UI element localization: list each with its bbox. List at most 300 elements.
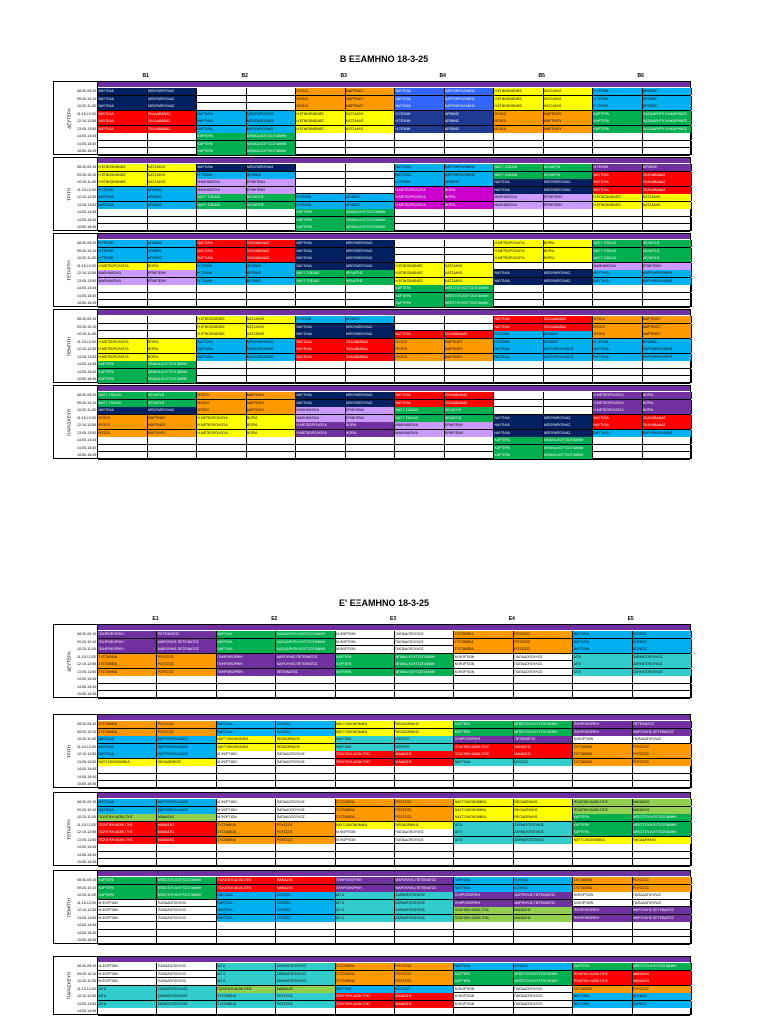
table-row (98, 930, 690, 938)
cell-teacher (633, 684, 692, 691)
cell-subject (494, 392, 544, 399)
cell-teacher: ΣΚΑΛΑΒΑΝΑΣ (544, 316, 594, 323)
cell-subject (197, 437, 247, 444)
cell-teacher: ΜΠΑΚΑ-ΚΟΥΤΣΟΓΙΑΝΝΗ (395, 654, 454, 661)
cell-subject: ΣΥΣΤΑΘΕΙΑ (336, 971, 395, 978)
cell-subject (217, 930, 276, 937)
cell-teacher (445, 141, 495, 148)
cell-subject (336, 684, 395, 691)
time-slot: 14:55-15:40 (77, 774, 97, 779)
cell-subject (573, 766, 632, 773)
table-row (98, 437, 690, 445)
cell-teacher: ΑΡΩΝΗΣ (445, 179, 495, 186)
column-header: Β3 (340, 73, 347, 79)
table-row (98, 96, 690, 104)
cell-subject (336, 1008, 395, 1015)
cell-teacher (346, 164, 396, 171)
time-slot: 15:50-16:35 (77, 225, 97, 229)
cell-teacher: ΒΟΡΙΑ (148, 346, 198, 353)
table-row (98, 676, 690, 684)
cell-subject: ΣΥΣΤΑΘΕΙΑ (98, 661, 157, 668)
cell-subject (593, 133, 643, 140)
cell-teacher: ΚΑΤΣΑΚΗΣ (247, 324, 297, 331)
cell-subject: ΝΑΥΤΙΛΙΑ (593, 172, 643, 179)
cell-teacher: ΚΑΡΥΟΦΥΛΛΑΚΗΣ (445, 164, 495, 171)
table-row (98, 133, 690, 141)
cell-subject: Μ.ΦΟΡΤΙΩΝ (336, 631, 395, 638)
cell-subject: Η.ΕΠΙΚΟΙΝΩΝΙΕΣ (593, 202, 643, 209)
cell-subject: ΔΠ ΙΙ (573, 669, 632, 676)
cell-teacher: ΜΑΝΑΣΗΣ (633, 978, 692, 985)
cell-subject (336, 922, 395, 929)
cell-teacher: ΜΑΡΤΙΝΟΥ (544, 126, 594, 133)
column-header: Β6 (637, 73, 644, 79)
cell-teacher (346, 361, 396, 368)
cell-teacher: ΠΑΠΑΔΟΠΟΥΛΟΣ (157, 900, 216, 907)
cell-subject (454, 684, 513, 691)
cell-teacher (514, 691, 573, 698)
cell-subject: ΝΑΥΤΙΛΙΑ (98, 736, 157, 743)
cell-subject (573, 1008, 632, 1015)
cell-teacher: ΜΠΑΚΑ-ΚΟΥΤΣΟΓΙΑΝΝΗ (148, 376, 198, 383)
cell-subject: ΠΛΗΡΟΦΟΡΙΚΗ (98, 631, 157, 638)
cell-subject: ΣΥΣΤΑΘΕΙΑ (217, 993, 276, 1000)
table-row (98, 937, 690, 945)
cell-teacher (276, 781, 335, 788)
cell-subject (494, 263, 544, 270)
cell-teacher: ΖΑΡΑΝΤΟΠΟΥΛΟΣ (395, 907, 454, 914)
cell-teacher: ΚΑΣΙΔΑΡΗΤΗ ΚΟΥΤΣΟΓΙΑΝΝΗ (276, 631, 335, 638)
cell-subject: Η.ΜΕΤΕΩΡΟΛΟΓΙΑ (197, 422, 247, 429)
cell-teacher (544, 407, 594, 414)
cell-teacher: ΜΑΡΤΙΝΟΥ (544, 111, 594, 118)
cell-teacher (148, 148, 198, 155)
cell-subject: ΝΑΥΤΙΛΙΑ (336, 736, 395, 743)
cell-teacher (643, 369, 693, 376)
cell-teacher: ΚΟΥΚΟΣ (276, 907, 335, 914)
day-block (53, 714, 691, 788)
day-name: ΠΕΜΠΤΗ (66, 336, 72, 356)
time-slot: 09:20-10:10 (77, 400, 97, 405)
cell-subject: ΝΑΥΤΙΛΙΑ (197, 240, 247, 247)
cell-teacher (643, 224, 693, 231)
cell-subject: ΝΑΥΤΙΛΙΑ (197, 118, 247, 125)
cell-subject: ΠΟΛΙΤΙΚΗ ΔΙΟΙΚ.ΙΤΗΣ (98, 814, 157, 821)
cell-teacher: ΜΠΟΥΜΠΟΥΛΑΣ (247, 339, 297, 346)
cell-teacher: ΖΑΡΑΝΤΟΠΟΥΛΟΣ (633, 654, 692, 661)
cell-subject (573, 684, 632, 691)
cell-subject: ΔΠ ΙΙ (336, 900, 395, 907)
table-row (98, 331, 690, 339)
cell-subject (395, 133, 445, 140)
table-row (98, 885, 690, 893)
time-slot: 09:20-10:10 (77, 96, 97, 101)
cell-subject (98, 293, 148, 300)
cell-subject: ΠΟΛΙΤΙΚΗ ΔΙΟΙΚ.ΙΤΗΣ (454, 744, 513, 751)
cell-teacher: ΡΟΥΣΣΟΣ (395, 814, 454, 821)
time-slot: 14:00-14:45 (77, 210, 97, 214)
cell-subject: Η.ΤΕΧΝΗ (98, 240, 148, 247)
cell-subject: ΝΑΥΤΙΛΙΑ (197, 111, 247, 118)
cell-teacher: ΚΑΡΥΟΦΥΛΛΑΚΗΣ (643, 278, 693, 285)
cell-teacher: ΡΟΥΣΣΟΣ (276, 822, 335, 829)
cell-subject (217, 684, 276, 691)
cell-subject: ΚΑΡΤΕΡΑ (336, 661, 395, 668)
cell-subject: Η.ΕΠΙΚΟΙΝΩΝΙΕΣ (494, 88, 544, 95)
cell-teacher: ΚΑΤΣΑΚΗΣ (247, 316, 297, 323)
day-color-bar (98, 715, 690, 720)
time-slot: 14:55-15:40 (77, 684, 97, 689)
cell-teacher: ΡΟΥΣΣΟΣ (633, 759, 692, 766)
cell-subject: ΜΑΘΗΜΑΤΙΚΑ (395, 422, 445, 429)
cell-subject: ΔΠ ΙΙ (98, 993, 157, 1000)
table-row (98, 1008, 690, 1016)
cell-teacher: ΠΑΠΑΔΟΠΟΥΛΟΣ (157, 971, 216, 978)
cell-teacher: ΚΑΤΣΑΚΗΣ (643, 202, 693, 209)
cell-teacher (148, 445, 198, 452)
cell-subject: ΝΑΥΤΙΛΙΑ (197, 126, 247, 133)
cell-subject: ΝΑΥΤ.ΟΙΚΟΝΟΜΙΚΑ (98, 759, 157, 766)
cell-subject: ΝΑΥΤΙΛΙΑ (296, 324, 346, 331)
cell-teacher: ΠΕΤΕΙΝΑΤΟΣ (514, 736, 573, 743)
cell-subject: Η.ΕΠΙΚΟΙΝΩΝΙΕΣ (197, 331, 247, 338)
cell-teacher: ΜΑΡΤΙΝΟΥ (643, 331, 693, 338)
cell-teacher: ΕΡΜΙΠΕΝΗ (544, 202, 594, 209)
cell-teacher: ΚΑΡΥΟΦΥΛΛΑΚΗΣ (157, 736, 216, 743)
cell-subject: ΠΟΛΙΤΙΚΗ ΔΙΟΙΚ.ΙΤΗΣ (454, 915, 513, 922)
title-b-semester: Β ΕΞΑΜΗΝΟ 18-3-25 (339, 54, 429, 64)
cell-subject (573, 844, 632, 851)
time-slot: 08:30-09:15 (77, 393, 97, 397)
time-slot: 10:20-11:05 (77, 256, 96, 260)
cell-subject: ΣΥΣΤΑΘΕΙΑ (573, 885, 632, 892)
cell-subject: ΔΠ ΙΙ (336, 915, 395, 922)
cell-teacher: ΣΚΑΛΑΒΑΝΑΣ (643, 187, 693, 194)
cell-teacher (148, 293, 198, 300)
cell-subject (593, 369, 643, 376)
cell-teacher: ΚΕΛΑΙΤΗΣ (148, 392, 198, 399)
table-row (98, 639, 690, 647)
cell-subject: ΚΑΡΤΕΡΑ (573, 963, 632, 970)
cell-subject: ΝΑΥΤΙΛΙΑ (296, 392, 346, 399)
cell-subject (197, 209, 247, 216)
cell-teacher: ΜΑΡΤΙΝΟΥ (643, 316, 693, 323)
cell-subject: ΝΑΥΤΙΛΙΑ (494, 187, 544, 194)
cell-subject: ΚΑΡΤΕΡΑ (454, 721, 513, 728)
cell-subject (197, 361, 247, 368)
cell-teacher: ΠΑΠΑΔΟΠΟΥΛΟΣ (276, 814, 335, 821)
cell-subject (395, 369, 445, 376)
cell-teacher (247, 300, 297, 307)
day-block (53, 233, 691, 307)
cell-subject: Η.ΤΕΧΝΗ (395, 118, 445, 125)
cell-teacher: ΣΚΑΛΑΒΑΝΑΣ (445, 331, 495, 338)
cell-subject: ΠΟΛΙΤΙΚΗ ΔΙΟΙΚ.ΙΤΗΣ (98, 837, 157, 844)
cell-subject (336, 852, 395, 859)
time-slot: 15:50-16:35 (77, 938, 97, 942)
cell-teacher: ΜΠΟΥΜΠΟΥΛΑΣ (346, 400, 396, 407)
cell-subject: ΣΥΣΤΑΘΕΙΑ (454, 646, 513, 653)
cell-teacher (157, 781, 216, 788)
time-slot: 10:20-11:05 (77, 104, 96, 108)
cell-teacher (633, 930, 692, 937)
cell-subject (593, 217, 643, 224)
cell-subject: Η.ΜΕΤΕΩΡΟΛΟΓΙΑ (494, 240, 544, 247)
cell-teacher: ΠΑΠΑΔΟΠΟΥΛΟΣ (633, 892, 692, 899)
day-color-bar (98, 310, 690, 315)
cell-subject (454, 676, 513, 683)
cell-subject: Η.ΜΕΤΕΩΡΟΛΟΓΙΑ (197, 430, 247, 437)
time-slot: 08:30-09:15 (77, 632, 97, 636)
cell-teacher (276, 844, 335, 851)
cell-teacher: ΜΑΡΤΙΝΟΥ (346, 96, 396, 103)
cell-subject: ΣΥΣΤΑΘΕΙΑ (573, 751, 632, 758)
cell-teacher (544, 392, 594, 399)
time-slot: 14:55-15:40 (77, 852, 97, 857)
cell-teacher (643, 361, 693, 368)
cell-teacher: ΜΑΡΟΥΛΗΣ-ΠΕΤΕΙΝΑΤΟΣ (395, 877, 454, 884)
cell-subject: Η.ΜΕΤΕΩΡΟΛΟΓΙΑ (494, 255, 544, 262)
cell-teacher (346, 445, 396, 452)
cell-teacher: ΜΠΑΚΑ-ΚΟΥΤΣΟΓΙΑΝΝΗ (346, 224, 396, 231)
cell-subject: ΠΟΛΙΤΙΚΗ ΔΙΟΙΚ.ΙΤΗΣ (217, 877, 276, 884)
cell-subject: ΝΑΥΤΙΛΙΑ (217, 631, 276, 638)
cell-teacher: ΚΟΥΚΟΣ (395, 986, 454, 993)
cell-subject (217, 1008, 276, 1015)
cell-teacher: ΜΠΟΥΜΠΟΥΛΑΣ (247, 346, 297, 353)
title-e-semester: Ε' ΕΞΑΜΗΝΟ 18-3-25 (339, 598, 429, 608)
cell-subject: ΝΑΥΤΙΛΙΑ (593, 422, 643, 429)
cell-subject: ΝΑΥΤΙΛΙΑ (494, 430, 544, 437)
cell-teacher: ΜΑΡΤΙΝΟΥ (148, 430, 198, 437)
cell-teacher (514, 852, 573, 859)
time-slot: 14:00-14:45 (77, 438, 97, 442)
cell-teacher: ΚΑΤΣΑΚΗΣ (445, 270, 495, 277)
cell-subject: Η.ΕΠΙΚΟΙΝΩΝΙΕΣ (98, 164, 148, 171)
cell-subject (197, 96, 247, 103)
table-row (98, 971, 690, 979)
cell-subject: ΝΑΥΤ. ΣΧΕΔΙΟ (593, 255, 643, 262)
cell-subject: ΚΑΡΤΕΡΑ (593, 126, 643, 133)
cell-subject: ΝΑΥΤΙΛΙΑ (395, 172, 445, 179)
cell-teacher: ΜΠΟΥΜΠΟΥΛΑΣ (148, 103, 198, 110)
cell-teacher: ΚΕΛΑΙΤΗΣ (247, 202, 297, 209)
cell-teacher: ΕΡΜΙΠΕΝΗ (247, 179, 297, 186)
cell-subject: ΝΑΥΤ.ΟΙΚΟΝΟΜΙΚΑ (573, 837, 632, 844)
cell-subject: ΘΥΣΙΟΙ (593, 324, 643, 331)
cell-teacher: ΜΑΝΑΣΗΣ (276, 986, 335, 993)
cell-teacher: ΜΠΕΣΤΟΥ-ΚΟΥΤΣΟΓΙΑΝΝΗ (157, 892, 216, 899)
cell-teacher: ΚΑΤΣΑΚΗΣ (643, 194, 693, 201)
cell-subject: ΠΛΗΡΟΦΟΡΙΚΗ (98, 646, 157, 653)
table-row (98, 646, 690, 654)
cell-subject: Η.ΜΕΤΕΩΡΟΛΟΓΙΑ (593, 407, 643, 414)
cell-teacher: ΕΡΜΙΠΕΝΗ (544, 194, 594, 201)
cell-teacher: ΚΑΣΙΔΑΡΗΤΗ ΚΟΥΤΣΟΓΙΑΝΝΗ (276, 639, 335, 646)
cell-subject (454, 859, 513, 866)
cell-subject (197, 376, 247, 383)
cell-subject: ΝΑΥΤΙΛΙΑ (573, 993, 632, 1000)
time-slot: 12:10-12:55 (77, 752, 97, 756)
cell-subject: ΝΑΥΤΙΛΙΑ (395, 392, 445, 399)
cell-teacher (643, 452, 693, 459)
cell-teacher (395, 781, 454, 788)
cell-teacher (445, 316, 495, 323)
cell-subject: ΠΟΛΙΤΙΚΗ ΔΙΟΙΚ.ΙΤΗΣ (98, 822, 157, 829)
cell-subject: ΘΥΣΙΟΙ (494, 118, 544, 125)
table-row (98, 807, 690, 815)
cell-teacher (544, 293, 594, 300)
cell-teacher: ΜΠΑΚΑ-ΚΟΥΤΣΟΓΙΑΝΝΗ (395, 669, 454, 676)
cell-teacher: ΑΡΩΝΗΣ (544, 339, 594, 346)
cell-teacher (445, 376, 495, 383)
cell-subject: Η.ΜΕΤΕΩΡΟΛΟΓΙΑ (197, 415, 247, 422)
cell-teacher: ΜΠΟΥΜΠΟΥΛΑΣ (346, 240, 396, 247)
cell-subject: ΚΑΡΤΕΡΑ (336, 654, 395, 661)
cell-subject: Η.ΜΕΤΕΩΡΟΛΟΓΙΑ (395, 187, 445, 194)
cell-teacher (247, 452, 297, 459)
cell-subject: Μ.ΦΟΡΤΙΩΝ (454, 661, 513, 668)
cell-teacher: ΜΠΑΚΑ-ΚΟΥΤΣΟΓΙΑΝΝΗ (544, 445, 594, 452)
cell-teacher: ΠΕΤΕΙΝΑΤΟΣ (276, 669, 335, 676)
cell-teacher: ΜΑΝΑΣΗΣ (157, 837, 216, 844)
table-row (98, 141, 690, 149)
cell-teacher: ΜΑΝΑΣΗΣ (514, 907, 573, 914)
cell-teacher (633, 676, 692, 683)
cell-teacher: ΑΡΩΝΗΣ (148, 202, 198, 209)
cell-teacher: ΜΑΡΟΥΛΗΣ-ΠΕΤΕΙΝΑΤΟΣ (157, 639, 216, 646)
table-row (98, 781, 690, 789)
cell-teacher (445, 209, 495, 216)
cell-subject: ΚΑΡΤΕΡΑ (98, 376, 148, 383)
cell-teacher (633, 691, 692, 698)
cell-teacher: ΠΑΠΑΔΟΠΟΥΛΟΣ (395, 829, 454, 836)
day-color-bar (98, 871, 690, 876)
cell-subject (395, 324, 445, 331)
cell-subject: Μ.ΦΟΡΤΙΩΝ (217, 759, 276, 766)
cell-subject: ΝΑΥΤΙΛΙΑ (217, 900, 276, 907)
cell-teacher (276, 766, 335, 773)
cell-subject (98, 684, 157, 691)
cell-subject: ΝΑΥΤ. ΣΧΕΔΙΟ (98, 392, 148, 399)
cell-subject: ΣΥΣΤΑΘΕΙΑ (336, 978, 395, 985)
time-slot: 10:20-11:05 (77, 647, 96, 651)
cell-teacher: ΣΚΑΛΑΒΑΝΑΣ (247, 240, 297, 247)
cell-teacher: ΠΑΠΑΔΟΠΟΥΛΟΣ (276, 807, 335, 814)
cell-teacher: ΒΟΡΙΑ (643, 400, 693, 407)
cell-teacher: ΠΑΠΑΔΟΠΟΥΛΟΣ (395, 639, 454, 646)
table-row (98, 164, 690, 172)
cell-subject: Η.ΤΕΧΝΗ (593, 339, 643, 346)
cell-subject: ΝΑΥΤΙΛΙΑ (98, 96, 148, 103)
cell-subject (296, 293, 346, 300)
cell-subject: Η.ΕΠΙΚΟΙΝΩΝΙΕΣ (98, 179, 148, 186)
cell-teacher (247, 96, 297, 103)
cell-teacher: ΚΟΥΚΟΣ (276, 721, 335, 728)
cell-teacher: ΒΟΡΙΑ (445, 194, 495, 201)
cell-teacher: ΡΟΥΣΣΟΣ (633, 744, 692, 751)
cell-teacher: ΚΑΡΥΟΦΥΛΛΑΚΗΣ (445, 88, 495, 95)
cell-subject: ΘΥΣΙΟΙ (593, 316, 643, 323)
cell-subject (197, 300, 247, 307)
cell-subject: ΝΑΥΤΙΛΙΑ (593, 270, 643, 277)
cell-teacher: ΒΟΡΙΑ (346, 422, 396, 429)
cell-teacher: ΜΠΑΚΑ-ΚΟΥΤΣΟΓΙΑΝΝΗ (148, 369, 198, 376)
day-color-bar (98, 158, 690, 163)
column-header: Β5 (538, 73, 545, 79)
cell-teacher (514, 859, 573, 866)
cell-subject: ΝΑΥΤΙΛΙΑ (336, 986, 395, 993)
cell-teacher: ΣΚΑΛΑΒΑΝΑΣ (148, 111, 198, 118)
cell-teacher: ΣΚΑΛΑΒΑΝΑΣ (643, 422, 693, 429)
cell-teacher: ΒΟΡΙΑ (445, 202, 495, 209)
cell-subject (395, 437, 445, 444)
cell-teacher (157, 922, 216, 929)
day-name: ΤΡΙΤΗ (66, 187, 72, 201)
cell-subject (197, 293, 247, 300)
table-row (98, 963, 690, 971)
cell-teacher: ΖΑΡΑΝΤΟΠΟΥΛΟΣ (157, 986, 216, 993)
cell-teacher: ΜΠΕΣΤΟΥ-ΚΟΥΤΣΟΓΙΑΝΝΗ (445, 285, 495, 292)
day-block (53, 309, 691, 383)
cell-teacher: ΠΑΠΑΔΟΠΟΥΛΟΣ (157, 907, 216, 914)
cell-teacher (544, 217, 594, 224)
cell-teacher: ΜΑΝΑΣΗΣ (633, 971, 692, 978)
table-row (98, 915, 690, 923)
time-slot: 15:50-16:35 (77, 860, 97, 864)
day-block (53, 792, 691, 866)
cell-subject: ΜΑΘΗΜΑΤΙΚΑ (395, 430, 445, 437)
table-row (98, 900, 690, 908)
cell-subject: ΘΥΣΙΟΙ (197, 392, 247, 399)
cell-subject: Μ.ΦΟΡΤΙΩΝ (98, 915, 157, 922)
cell-subject (395, 224, 445, 231)
table-row (98, 877, 690, 885)
cell-subject: Η.ΜΕΤΕΩΡΟΛΟΓΙΑ (395, 202, 445, 209)
cell-subject: ΚΑΡΤΕΡΑ (593, 118, 643, 125)
cell-teacher: ΖΑΡΑΝΤΟΠΟΥΛΟΣ (276, 978, 335, 985)
cell-subject (494, 141, 544, 148)
time-slot: 14:00-14:45 (77, 1009, 97, 1013)
cell-subject (573, 774, 632, 781)
cell-subject: ΝΑΥΤΙΛΙΑ (494, 422, 544, 429)
cell-subject (296, 376, 346, 383)
cell-subject: ΝΑΥΤΙΛΙΑ (296, 354, 346, 361)
cell-subject: ΚΑΡΤΕΡΑ (197, 148, 247, 155)
cell-teacher: ΘΕΟΔΩΡΑΚΗΣ (276, 744, 335, 751)
cell-teacher (544, 209, 594, 216)
cell-subject: ΝΑΥΤΙΛΙΑ (454, 885, 513, 892)
cell-teacher: ΡΟΥΣΣΟΣ (633, 986, 692, 993)
cell-teacher (157, 676, 216, 683)
cell-subject: ΣΥΣΤΑΘΕΙΑ (454, 631, 513, 638)
cell-teacher (445, 248, 495, 255)
cell-subject: ΘΥΣΙΟΙ (98, 430, 148, 437)
time-slot: 10:20-11:05 (77, 737, 96, 741)
cell-teacher: ΚΑΡΥΟΦΥΛΛΑΚΗΣ (445, 172, 495, 179)
table-row (98, 316, 690, 324)
cell-teacher: ΡΟΥΣΣΟΣ (157, 669, 216, 676)
cell-subject: Μ.ΦΟΡΤΙΩΝ (336, 639, 395, 646)
cell-subject: Η.ΤΕΧΝΗ (593, 96, 643, 103)
cell-teacher: ΚΑΡΥΟΦΥΛΛΑΚΗΣ (643, 430, 693, 437)
cell-subject (336, 781, 395, 788)
cell-subject: ΘΥΣΙΟΙ (593, 331, 643, 338)
cell-teacher: ΚΕΛΑΙΤΗΣ (445, 407, 495, 414)
cell-subject: Μ.ΦΟΡΤΙΩΝ (454, 669, 513, 676)
cell-subject: Μ.ΦΟΡΤΙΩΝ (336, 837, 395, 844)
cell-subject: Η.ΤΕΧΝΗ (98, 248, 148, 255)
